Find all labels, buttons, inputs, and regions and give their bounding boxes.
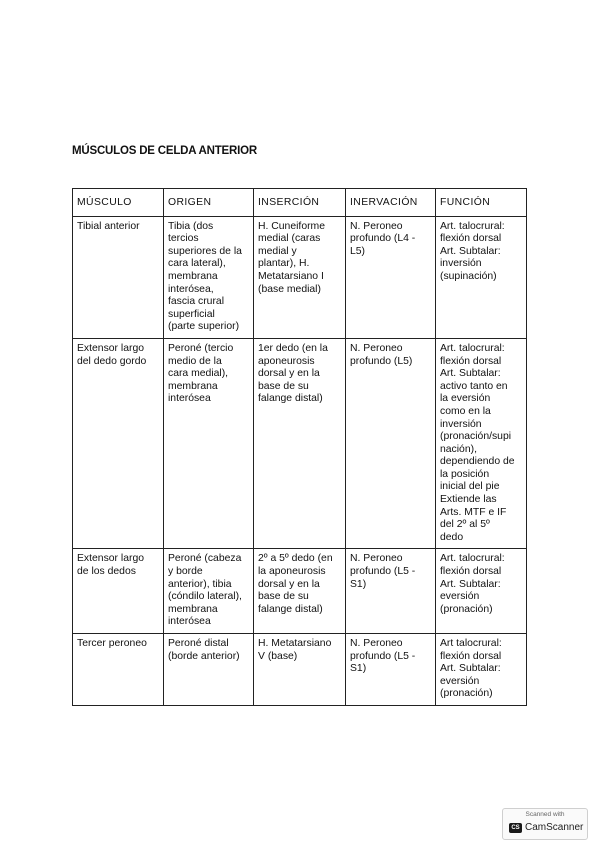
cell-line: membrana [168,270,218,282]
cell-line: Art. talocrural: [440,342,505,354]
cell-insercion [254,216,346,338]
table-row [73,549,527,634]
cell-line: (parte superior) [168,321,240,333]
cell-line: del dedo gordo [77,355,147,367]
cell-line: aponeurosis [258,355,315,367]
header-funcion: FUNCIÓN [436,189,527,217]
cell-line: flexión dorsal [440,233,502,245]
camscanner-logo-icon: CS [509,823,522,833]
cell-line: interósea, [168,283,214,295]
muscles-table [72,188,527,706]
cell-line: Extiende las [440,494,497,506]
cell-funcion [436,549,527,634]
cell-insercion [254,549,346,634]
cell-inervacion [346,338,436,549]
cell-line: plantar), H. [258,258,310,270]
cell-line: y borde [168,566,203,578]
cell-line: eversión [440,675,480,687]
cell-line: profundo (L4 - [350,233,416,245]
header-inervacion: INERVACIÓN [346,189,436,217]
cell-line: (supinación) [440,270,497,282]
cell-line: (cóndilo lateral), [168,591,242,603]
cell-line: Tibia (dos [168,220,214,232]
page-title: MÚSCULOS DE CELDA ANTERIOR [72,145,257,157]
cell-line: interósea [168,393,211,405]
cell-line: Peroné (tercio [168,342,234,354]
cell-insercion [254,338,346,549]
cell-line: N. Peroneo [350,220,403,232]
cell-line: del 2º al 5º [440,519,490,531]
cell-line: superficial [168,308,215,320]
cell-origen [164,216,254,338]
cell-line: cara medial), [168,368,229,380]
cell-line: (pronación) [440,603,493,615]
cell-line: V (base) [258,650,298,662]
cell-line: 1er dedo (en la [258,342,328,354]
cell-line: profundo (L5 - [350,650,416,662]
cell-line: de los dedos [77,566,136,578]
cell-line: Art. Subtalar: [440,663,501,675]
cell-line: Arts. MTF e IF [440,506,507,518]
camscanner-watermark [502,808,588,840]
cell-line: N. Peroneo [350,553,403,565]
cell-line: fascia crural [168,296,225,308]
cell-line: dorsal y en la [258,368,320,380]
cell-line: medial (caras [258,233,321,245]
cell-insercion [254,634,346,706]
cell-line: anterior), tibia [168,578,232,590]
watermark-caption: Scanned with [525,811,565,818]
cell-line: medio de la [168,355,222,367]
cell-line: (pronación/supi [440,431,512,443]
cell-line: Extensor largo [77,553,144,565]
cell-line: la eversión [440,393,491,405]
cell-line: profundo (L5) [350,355,413,367]
cell-line: Art. Subtalar: [440,368,501,380]
cell-line: S1) [350,663,367,675]
cell-inervacion [346,549,436,634]
cell-line: falange distal) [258,393,323,405]
cell-origen [164,549,254,634]
cell-line: 2º a 5º dedo (en [258,553,333,565]
cell-line: inicial del pie [440,481,500,493]
cell-line: como en la [440,405,491,417]
cell-line: Metatarsiano I [258,270,324,282]
cell-line: la aponeurosis [258,566,326,578]
cell-line: activo tanto en [440,380,508,392]
cell-line: S1) [350,578,367,590]
cell-funcion [436,216,527,338]
cell-origen [164,634,254,706]
cell-line: flexión dorsal [440,650,502,662]
cell-line: superiores de la [168,245,242,257]
watermark-brand: CamScanner [525,822,584,833]
cell-line: membrana [168,603,218,615]
cell-line: membrana [168,380,218,392]
cell-line: falange distal) [258,603,323,615]
cell-line: dorsal y en la [258,578,320,590]
cell-line: Art. Subtalar: [440,245,501,257]
cell-origen [164,338,254,549]
cell-line: N. Peroneo [350,342,403,354]
cell-line: la posición [440,468,490,480]
cell-line: (pronación) [440,688,493,700]
table-row [73,338,527,549]
cell-line: L5) [350,245,366,257]
cell-musculo [73,338,164,549]
cell-line: (base medial) [258,283,321,295]
cell-line: base de su [258,591,309,603]
cell-line: dependiendo de [440,456,515,468]
cell-line: medial y [258,245,297,257]
cell-funcion [436,634,527,706]
cell-line: Tercer peroneo [77,638,147,649]
cell-line: Art. talocrural: [440,220,505,232]
table-body [73,216,527,705]
cell-line: inversión [440,258,482,270]
cell-line: Art talocrural: [440,638,502,649]
cell-line: N. Peroneo [350,638,403,649]
table-header-row [73,189,527,217]
cell-line: inversión [440,418,482,430]
cell-line: interósea [168,616,211,628]
header-musculo: MÚSCULO [73,189,164,217]
cell-line: dedo [440,531,464,543]
cell-line: H. Cuneiforme [258,220,325,232]
cell-line: Peroné (cabeza [168,553,242,565]
cell-funcion [436,338,527,549]
header-origen: ORIGEN [164,189,254,217]
cell-line: flexión dorsal [440,355,502,367]
cell-line: H. Metatarsiano [258,638,332,649]
cell-line: base de su [258,380,309,392]
cell-line: Art. Subtalar: [440,578,501,590]
cell-line: flexión dorsal [440,566,502,578]
cell-inervacion [346,634,436,706]
table-row [73,216,527,338]
cell-line: Art. talocrural: [440,553,505,565]
table-row [73,634,527,706]
cell-musculo [73,634,164,706]
cell-line: profundo (L5 - [350,566,416,578]
cell-line: Extensor largo [77,342,144,354]
cell-line: eversión [440,591,480,603]
cell-line: cara lateral), [168,258,226,270]
cell-line: Tibial anterior [77,220,140,232]
cell-line: nación), [440,443,477,455]
cell-line: (borde anterior) [168,650,240,662]
cell-line: Peroné distal [168,638,229,649]
cell-musculo [73,216,164,338]
cell-inervacion [346,216,436,338]
cell-musculo [73,549,164,634]
cell-line: tercios [168,233,199,245]
header-insercion: INSERCIÓN [254,189,346,217]
